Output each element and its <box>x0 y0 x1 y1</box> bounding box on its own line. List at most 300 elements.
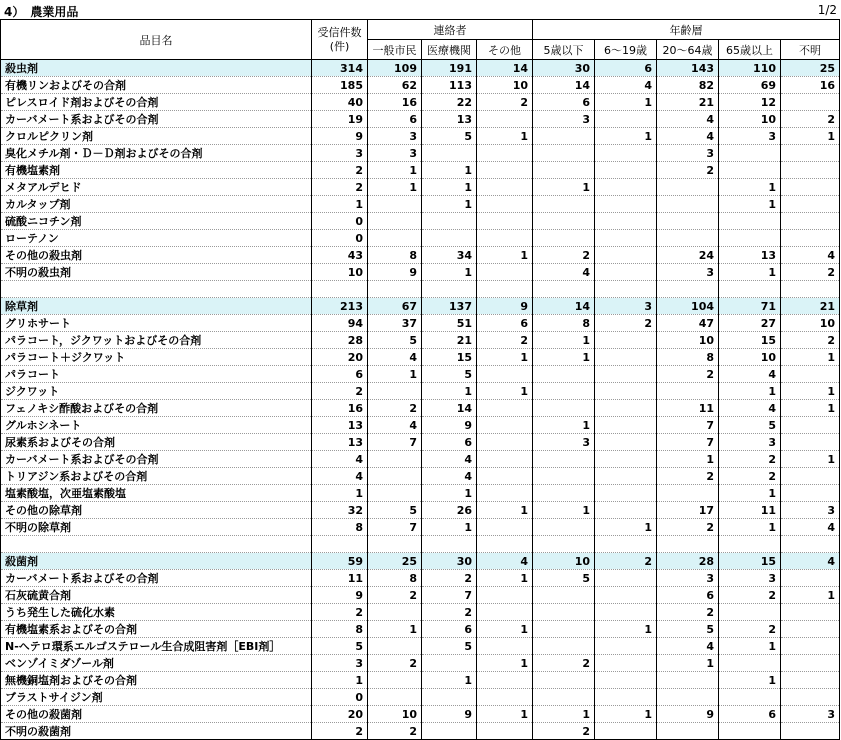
cell-age-under5 <box>533 145 595 162</box>
cell-contact-other: 1 <box>477 570 533 587</box>
cell-age-20-64 <box>657 672 719 689</box>
cell-contact-public: 62 <box>368 77 422 94</box>
cell-contact-public: 6 <box>368 111 422 128</box>
cell-age-unknown <box>781 366 840 383</box>
cell-contact-other: 1 <box>477 247 533 264</box>
cell-contact-other: 9 <box>477 298 533 315</box>
cell-age-6-19: 1 <box>595 621 657 638</box>
cell-total: 0 <box>312 689 368 706</box>
cell-age-20-64: 2 <box>657 162 719 179</box>
cell-age-20-64: 4 <box>657 111 719 128</box>
cell-contact-other: 4 <box>477 553 533 570</box>
cell-age-65plus <box>719 536 781 553</box>
cell-contact-other <box>477 162 533 179</box>
cell-age-under5 <box>533 213 595 230</box>
cell-contact-medical <box>422 213 477 230</box>
cell-contact-public <box>368 213 422 230</box>
table-row <box>1 332 840 349</box>
cell-age-65plus: 15 <box>719 332 781 349</box>
cell-age-20-64: 17 <box>657 502 719 519</box>
table-row <box>1 672 840 689</box>
cell-age-under5: 1 <box>533 502 595 519</box>
cell-contact-medical: 137 <box>422 298 477 315</box>
cell-age-20-64: 7 <box>657 434 719 451</box>
cell-age-6-19: 1 <box>595 94 657 111</box>
cell-age-unknown: 1 <box>781 400 840 417</box>
cell-age-6-19: 2 <box>595 315 657 332</box>
cell-age-65plus: 3 <box>719 128 781 145</box>
table-row <box>1 179 840 196</box>
cell-age-20-64 <box>657 196 719 213</box>
cell-age-20-64 <box>657 383 719 400</box>
cell-age-65plus: 1 <box>719 179 781 196</box>
cell-contact-medical: 6 <box>422 621 477 638</box>
cell-age-20-64: 5 <box>657 621 719 638</box>
header-contact-group: 連絡者 <box>368 20 533 40</box>
cell-age-20-64: 11 <box>657 400 719 417</box>
cell-age-6-19 <box>595 196 657 213</box>
cell-age-unknown: 1 <box>781 451 840 468</box>
cell-age-20-64 <box>657 723 719 740</box>
cell-age-65plus: 4 <box>719 366 781 383</box>
cell-contact-other <box>477 400 533 417</box>
header-item-name: 品目名 <box>1 20 312 60</box>
cell-age-unknown: 3 <box>781 706 840 723</box>
cell-age-under5 <box>533 621 595 638</box>
cell-age-under5 <box>533 672 595 689</box>
cell-total: 2 <box>312 383 368 400</box>
cell-age-unknown: 1 <box>781 587 840 604</box>
cell-age-20-64: 8 <box>657 349 719 366</box>
item-name-cell <box>1 281 312 298</box>
cell-total: 2 <box>312 723 368 740</box>
cell-age-unknown: 4 <box>781 519 840 536</box>
cell-age-6-19 <box>595 264 657 281</box>
table-row <box>1 349 840 366</box>
cell-age-under5: 5 <box>533 570 595 587</box>
cell-total: 8 <box>312 621 368 638</box>
cell-age-6-19 <box>595 485 657 502</box>
cell-contact-public: 5 <box>368 332 422 349</box>
cell-contact-other: 1 <box>477 706 533 723</box>
header-contact-medical: 医療機関 <box>422 40 477 60</box>
cell-contact-other <box>477 468 533 485</box>
cell-age-under5: 1 <box>533 332 595 349</box>
cell-contact-public: 109 <box>368 60 422 77</box>
cell-age-unknown <box>781 213 840 230</box>
cell-age-unknown: 25 <box>781 60 840 77</box>
item-name-cell: ベンゾイミダゾール剤 <box>1 655 312 672</box>
item-name-cell: グリホサート <box>1 315 312 332</box>
table-row <box>1 706 840 723</box>
category-row <box>1 553 840 570</box>
cell-contact-other <box>477 723 533 740</box>
cell-age-65plus <box>719 655 781 672</box>
cell-age-6-19 <box>595 230 657 247</box>
cell-age-under5 <box>533 230 595 247</box>
cell-contact-other <box>477 366 533 383</box>
cell-age-unknown <box>781 196 840 213</box>
cell-total: 213 <box>312 298 368 315</box>
cell-total: 185 <box>312 77 368 94</box>
cell-contact-public: 16 <box>368 94 422 111</box>
cell-contact-medical: 191 <box>422 60 477 77</box>
cell-age-unknown: 1 <box>781 128 840 145</box>
cell-contact-other: 1 <box>477 621 533 638</box>
cell-contact-public: 5 <box>368 502 422 519</box>
header-total: 受信件数 (件) <box>312 20 368 60</box>
item-name-cell: ジクワット <box>1 383 312 400</box>
cell-age-20-64: 82 <box>657 77 719 94</box>
cell-age-6-19 <box>595 417 657 434</box>
cell-age-under5 <box>533 281 595 298</box>
item-name-cell: 有機塩素剤 <box>1 162 312 179</box>
cell-contact-public: 8 <box>368 247 422 264</box>
table-row <box>1 230 840 247</box>
item-name-cell: その他の除草剤 <box>1 502 312 519</box>
cell-age-6-19 <box>595 400 657 417</box>
cell-age-under5 <box>533 128 595 145</box>
cell-age-unknown: 4 <box>781 247 840 264</box>
cell-age-unknown <box>781 94 840 111</box>
cell-contact-public <box>368 638 422 655</box>
cell-age-under5: 2 <box>533 723 595 740</box>
cell-age-under5 <box>533 366 595 383</box>
cell-age-65plus <box>719 723 781 740</box>
cell-contact-medical: 13 <box>422 111 477 128</box>
table-row <box>1 485 840 502</box>
cell-age-unknown <box>781 604 840 621</box>
item-name-cell: 尿素系およびその合剤 <box>1 434 312 451</box>
cell-contact-other <box>477 604 533 621</box>
cell-age-6-19 <box>595 587 657 604</box>
cell-total: 6 <box>312 366 368 383</box>
cell-age-unknown <box>781 145 840 162</box>
cell-contact-medical: 1 <box>422 162 477 179</box>
statistics-table <box>0 19 840 740</box>
cell-age-6-19: 1 <box>595 706 657 723</box>
item-name-cell: 殺菌剤 <box>1 553 312 570</box>
table-row <box>1 196 840 213</box>
cell-total <box>312 536 368 553</box>
table-row <box>1 247 840 264</box>
cell-age-under5 <box>533 468 595 485</box>
cell-contact-public: 3 <box>368 128 422 145</box>
cell-contact-other: 1 <box>477 349 533 366</box>
cell-age-20-64: 9 <box>657 706 719 723</box>
item-name-cell: 不明の除草剤 <box>1 519 312 536</box>
cell-contact-public: 3 <box>368 145 422 162</box>
header-age-group: 年齢層 <box>533 20 840 40</box>
cell-contact-other <box>477 417 533 434</box>
cell-age-65plus: 2 <box>719 468 781 485</box>
cell-total: 13 <box>312 417 368 434</box>
cell-contact-medical: 4 <box>422 468 477 485</box>
cell-contact-public: 7 <box>368 519 422 536</box>
cell-contact-public: 25 <box>368 553 422 570</box>
cell-contact-other <box>477 587 533 604</box>
cell-contact-medical: 2 <box>422 570 477 587</box>
item-name-cell: カルタップ剤 <box>1 196 312 213</box>
table-row <box>1 315 840 332</box>
page-title: 4） 農業用品 <box>4 5 79 19</box>
header-contact-public: 一般市民 <box>368 40 422 60</box>
cell-age-65plus: 110 <box>719 60 781 77</box>
cell-age-under5 <box>533 519 595 536</box>
cell-contact-medical: 1 <box>422 383 477 400</box>
cell-age-unknown: 16 <box>781 77 840 94</box>
table-row <box>1 468 840 485</box>
item-name-cell: フェノキシ酢酸およびその合剤 <box>1 400 312 417</box>
cell-age-20-64 <box>657 179 719 196</box>
cell-age-under5: 4 <box>533 264 595 281</box>
cell-contact-public <box>368 689 422 706</box>
cell-contact-public: 7 <box>368 434 422 451</box>
cell-total: 8 <box>312 519 368 536</box>
cell-age-20-64: 28 <box>657 553 719 570</box>
cell-age-under5: 30 <box>533 60 595 77</box>
cell-total: 20 <box>312 349 368 366</box>
spacer-row <box>1 536 840 553</box>
cell-contact-public <box>368 451 422 468</box>
item-name-cell: グルホシネート <box>1 417 312 434</box>
cell-age-65plus <box>719 145 781 162</box>
cell-age-65plus <box>719 162 781 179</box>
cell-total: 32 <box>312 502 368 519</box>
item-name-cell: ピレスロイド剤およびその合剤 <box>1 94 312 111</box>
cell-age-under5 <box>533 400 595 417</box>
cell-age-20-64: 4 <box>657 638 719 655</box>
cell-contact-medical: 6 <box>422 434 477 451</box>
table-row <box>1 723 840 740</box>
cell-age-65plus: 1 <box>719 485 781 502</box>
cell-age-unknown: 2 <box>781 264 840 281</box>
table-row <box>1 502 840 519</box>
item-name-cell: パラコート，ジクワットおよびその合剤 <box>1 332 312 349</box>
item-name-cell: カーバメート系およびその合剤 <box>1 451 312 468</box>
cell-contact-medical: 4 <box>422 451 477 468</box>
cell-age-65plus: 1 <box>719 519 781 536</box>
cell-age-65plus: 1 <box>719 638 781 655</box>
table-row <box>1 111 840 128</box>
cell-age-6-19: 1 <box>595 519 657 536</box>
table-row <box>1 400 840 417</box>
cell-contact-medical: 15 <box>422 349 477 366</box>
cell-age-unknown <box>781 621 840 638</box>
item-name-cell: 石灰硫黄合剤 <box>1 587 312 604</box>
cell-contact-medical: 1 <box>422 179 477 196</box>
cell-age-65plus: 11 <box>719 502 781 519</box>
item-name-cell: その他の殺菌剤 <box>1 706 312 723</box>
table-row <box>1 570 840 587</box>
cell-age-6-19 <box>595 383 657 400</box>
cell-age-unknown: 21 <box>781 298 840 315</box>
cell-age-20-64: 3 <box>657 264 719 281</box>
cell-age-65plus: 15 <box>719 553 781 570</box>
cell-age-6-19: 1 <box>595 128 657 145</box>
cell-age-20-64: 104 <box>657 298 719 315</box>
cell-age-under5: 14 <box>533 298 595 315</box>
cell-age-unknown <box>781 536 840 553</box>
cell-contact-medical: 5 <box>422 128 477 145</box>
cell-total: 9 <box>312 128 368 145</box>
cell-contact-public: 9 <box>368 264 422 281</box>
cell-age-unknown <box>781 723 840 740</box>
cell-total: 0 <box>312 230 368 247</box>
table-row <box>1 451 840 468</box>
cell-age-6-19 <box>595 502 657 519</box>
cell-contact-other <box>477 264 533 281</box>
cell-age-20-64: 4 <box>657 128 719 145</box>
cell-contact-other <box>477 145 533 162</box>
cell-contact-public <box>368 383 422 400</box>
cell-total: 5 <box>312 638 368 655</box>
cell-age-6-19 <box>595 213 657 230</box>
cell-age-6-19 <box>595 366 657 383</box>
cell-contact-other <box>477 519 533 536</box>
cell-age-20-64: 1 <box>657 451 719 468</box>
item-name-cell: 無機銅塩剤およびその合剤 <box>1 672 312 689</box>
cell-total: 314 <box>312 60 368 77</box>
cell-age-20-64: 2 <box>657 468 719 485</box>
item-name-cell: ローテノン <box>1 230 312 247</box>
cell-contact-other <box>477 451 533 468</box>
cell-total: 2 <box>312 162 368 179</box>
cell-age-20-64: 7 <box>657 417 719 434</box>
cell-contact-public: 4 <box>368 417 422 434</box>
cell-contact-medical: 51 <box>422 315 477 332</box>
cell-age-unknown <box>781 179 840 196</box>
cell-age-20-64: 143 <box>657 60 719 77</box>
item-name-cell: ブラストサイジン剤 <box>1 689 312 706</box>
cell-age-65plus: 1 <box>719 196 781 213</box>
cell-age-6-19 <box>595 536 657 553</box>
cell-contact-public: 1 <box>368 621 422 638</box>
cell-age-unknown <box>781 434 840 451</box>
item-name-cell: パラコート <box>1 366 312 383</box>
cell-age-65plus: 69 <box>719 77 781 94</box>
cell-contact-public <box>368 196 422 213</box>
cell-age-65plus: 1 <box>719 672 781 689</box>
item-name-cell: 臭化メチル剤・Ｄ－Ｄ剤およびその合剤 <box>1 145 312 162</box>
cell-contact-public <box>368 672 422 689</box>
table-row <box>1 162 840 179</box>
cell-contact-medical: 26 <box>422 502 477 519</box>
cell-age-65plus: 2 <box>719 621 781 638</box>
cell-age-65plus: 1 <box>719 264 781 281</box>
cell-age-unknown <box>781 570 840 587</box>
table-row <box>1 77 840 94</box>
cell-age-unknown <box>781 281 840 298</box>
cell-total: 1 <box>312 196 368 213</box>
cell-age-65plus: 3 <box>719 570 781 587</box>
cell-age-65plus: 71 <box>719 298 781 315</box>
cell-age-20-64 <box>657 485 719 502</box>
cell-age-65plus: 1 <box>719 383 781 400</box>
cell-age-20-64: 3 <box>657 145 719 162</box>
cell-age-6-19 <box>595 468 657 485</box>
cell-age-under5: 1 <box>533 349 595 366</box>
cell-contact-public: 37 <box>368 315 422 332</box>
table-row <box>1 689 840 706</box>
cell-contact-other <box>477 281 533 298</box>
cell-age-6-19 <box>595 247 657 264</box>
table-row <box>1 213 840 230</box>
cell-contact-medical: 22 <box>422 94 477 111</box>
cell-contact-other: 6 <box>477 315 533 332</box>
cell-contact-public: 4 <box>368 349 422 366</box>
cell-total: 13 <box>312 434 368 451</box>
item-name-cell: 不明の殺虫剤 <box>1 264 312 281</box>
cell-age-65plus: 12 <box>719 94 781 111</box>
cell-age-6-19 <box>595 349 657 366</box>
table-row <box>1 383 840 400</box>
cell-total: 94 <box>312 315 368 332</box>
cell-contact-medical <box>422 230 477 247</box>
cell-age-under5: 3 <box>533 111 595 128</box>
cell-total: 43 <box>312 247 368 264</box>
cell-contact-medical: 1 <box>422 672 477 689</box>
cell-total: 9 <box>312 587 368 604</box>
cell-contact-medical <box>422 281 477 298</box>
cell-contact-medical: 21 <box>422 332 477 349</box>
cell-age-20-64 <box>657 689 719 706</box>
header-contact-other: その他 <box>477 40 533 60</box>
header-age-65plus: 65歳以上 <box>719 40 781 60</box>
cell-age-unknown: 3 <box>781 502 840 519</box>
cell-age-6-19 <box>595 655 657 672</box>
cell-contact-other <box>477 179 533 196</box>
item-name-cell: N-ヘテロ環系エルゴステロール生合成阻害剤［EBI剤］ <box>1 638 312 655</box>
cell-age-6-19 <box>595 111 657 128</box>
cell-contact-other: 2 <box>477 94 533 111</box>
cell-age-under5: 14 <box>533 77 595 94</box>
cell-contact-other <box>477 111 533 128</box>
cell-age-unknown <box>781 655 840 672</box>
cell-contact-other: 2 <box>477 332 533 349</box>
cell-contact-public <box>368 281 422 298</box>
cell-total: 59 <box>312 553 368 570</box>
table-row <box>1 655 840 672</box>
cell-age-65plus <box>719 689 781 706</box>
cell-age-65plus <box>719 213 781 230</box>
cell-contact-medical <box>422 655 477 672</box>
cell-total <box>312 281 368 298</box>
cell-age-20-64: 47 <box>657 315 719 332</box>
cell-contact-medical: 9 <box>422 706 477 723</box>
item-name-cell: 塩素酸塩，次亜塩素酸塩 <box>1 485 312 502</box>
cell-total: 11 <box>312 570 368 587</box>
cell-contact-other: 1 <box>477 655 533 672</box>
cell-contact-medical: 30 <box>422 553 477 570</box>
cell-age-under5: 1 <box>533 706 595 723</box>
header-age-under5: 5歳以下 <box>533 40 595 60</box>
item-name-cell: クロルピクリン剤 <box>1 128 312 145</box>
cell-contact-public: 1 <box>368 366 422 383</box>
cell-contact-public: 1 <box>368 179 422 196</box>
cell-contact-other <box>477 638 533 655</box>
cell-age-65plus: 6 <box>719 706 781 723</box>
table-row <box>1 604 840 621</box>
cell-age-20-64: 6 <box>657 587 719 604</box>
cell-age-6-19 <box>595 281 657 298</box>
cell-contact-other <box>477 485 533 502</box>
cell-age-20-64: 3 <box>657 570 719 587</box>
cell-contact-public: 10 <box>368 706 422 723</box>
cell-age-unknown <box>781 162 840 179</box>
table-row <box>1 366 840 383</box>
cell-contact-other <box>477 230 533 247</box>
